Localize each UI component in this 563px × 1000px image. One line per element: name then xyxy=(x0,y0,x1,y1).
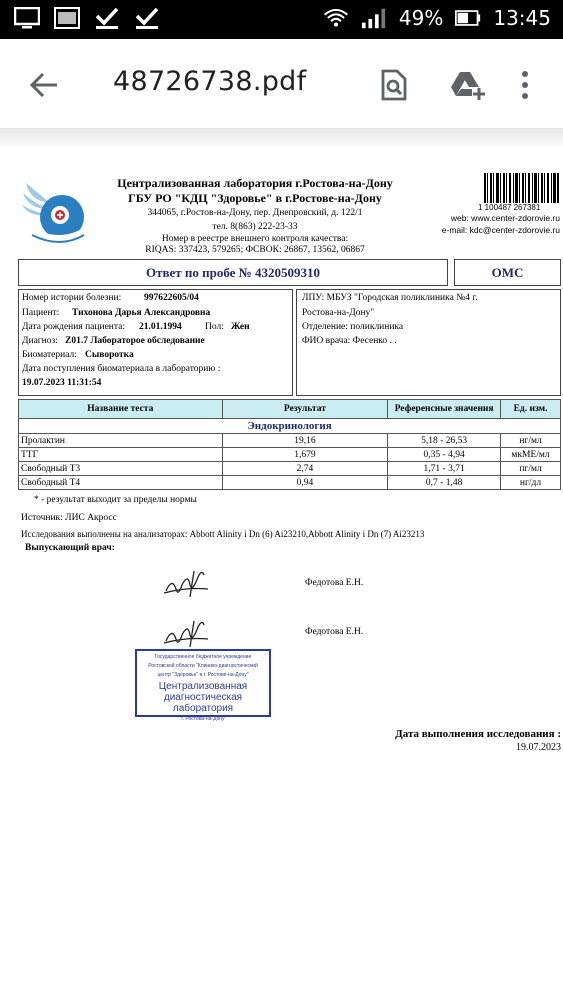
table-row xyxy=(19,462,561,476)
test-result: 2,74 xyxy=(222,462,388,476)
analyzers-line: Исследования выполнены на анализаторах: Abbott Alinity i Dn (6) Ai23210,Abbott Alinity i Dn (7) Ai23213 xyxy=(21,529,425,539)
source-line: Источник: ЛИС Акросс xyxy=(21,513,117,523)
registry-label: Номер в реестре внешнего контроля качества: xyxy=(161,234,349,244)
department: Отделение: поликлиника xyxy=(302,322,404,332)
organization-title: ГБУ РО "КДЦ "Здоровье" в г.Ростове-на-Дону xyxy=(128,191,382,205)
table-header-row xyxy=(19,400,561,419)
signer-name-1: Федотова Е.Н. xyxy=(305,578,364,588)
arrow-left-icon xyxy=(29,72,59,98)
test-name: Свободный Т4 xyxy=(19,476,223,490)
stamp-city: г. Ростова-на-Дону xyxy=(181,716,225,722)
test-unit: нг/дл xyxy=(501,476,561,490)
test-reference: 5,18 - 26,53 xyxy=(388,434,501,448)
gallery-icon xyxy=(54,6,80,30)
more-vert-icon xyxy=(520,70,530,100)
patient-label: Пациент: xyxy=(22,308,60,318)
footnote: * - результат выходит за пределы нормы xyxy=(34,495,197,505)
stamp-line-1: Государственное бюджетное учреждение xyxy=(154,654,252,660)
signature-1 xyxy=(162,567,210,599)
diagnosis-label: Диагноз: xyxy=(22,336,58,346)
test-name: Свободный Т3 xyxy=(19,462,223,476)
biomaterial-label: Биоматериал: xyxy=(22,350,77,360)
clinic-info-box xyxy=(296,289,561,396)
header-unit: Ед. изм. xyxy=(501,400,561,419)
lpu-line-2: Ростова-на-Дону" xyxy=(302,308,375,318)
signature-2 xyxy=(162,617,210,649)
arrival-value: 19.07.2023 11:31:54 xyxy=(22,378,102,388)
app-toolbar xyxy=(0,39,563,129)
diagnosis-value: Z01.7 Лабораторое обследование xyxy=(65,336,205,346)
screen-cast-icon xyxy=(14,6,40,30)
status-bar xyxy=(0,0,563,39)
signer-name-2: Федотова Е.Н. xyxy=(305,627,364,637)
riqas-codes: RIQAS: 337423, 579265; ФСВОК: 26867, 13562, 06867 xyxy=(145,245,365,255)
test-unit: пг/мл xyxy=(501,462,561,476)
table-row xyxy=(19,434,561,448)
lab-logo-icon xyxy=(20,175,90,247)
completion-date: 19.07.2023 xyxy=(516,742,561,753)
completion-label: Дата выполнения исследования : xyxy=(395,728,561,740)
patient-name: Тихонова Дарья Александровна xyxy=(72,308,211,318)
more-options-button[interactable] xyxy=(503,63,547,107)
header-result: Результат xyxy=(222,400,388,419)
stamp-line-2: Ростовской области "Клинико-диагностический xyxy=(148,663,258,669)
test-reference: 0,7 - 1,48 xyxy=(388,476,501,490)
test-results-table xyxy=(18,399,561,490)
test-reference: 1,71 - 3,71 xyxy=(388,462,501,476)
file-name: 48726738.pdf xyxy=(113,66,307,97)
wifi-icon xyxy=(323,6,349,30)
history-value: 997622605/04 xyxy=(144,293,199,303)
sex-value: Жен xyxy=(231,322,250,332)
test-name: ТТГ xyxy=(19,448,223,462)
stamp-line-3: центр "Здоровье" в г. Ростове-на-Дону" xyxy=(157,672,249,678)
check-download-icon xyxy=(94,6,120,30)
test-unit: мкМЕ/мл xyxy=(501,448,561,462)
table-row xyxy=(19,476,561,490)
signal-icon xyxy=(361,6,387,30)
stamp-title-3: лаборатория xyxy=(172,703,234,714)
test-reference: 0,35 - 4,94 xyxy=(388,448,501,462)
battery-icon xyxy=(455,6,481,30)
arrival-label: Дата поступления биоматериала в лабораторию : xyxy=(22,364,221,374)
lab-phone: тел. 8(863) 222-23-33 xyxy=(212,222,298,232)
stamp-title-1: Централизованная xyxy=(158,681,248,692)
toolbar-shadow xyxy=(0,129,563,147)
header-test-name: Название теста xyxy=(19,400,223,419)
lab-website: web: www.center-zdorovie.ru xyxy=(450,213,560,223)
battery-percent: 49% xyxy=(398,6,444,30)
patient-info-box xyxy=(18,289,293,396)
lab-title: Централизованная лаборатория г.Ростова-на-Дону xyxy=(117,176,393,190)
lpu-line-1: ЛПУ: МБУЗ "Городская поликлиника №4 г. xyxy=(302,293,478,303)
header-reference: Референсные значения xyxy=(388,400,501,419)
table-row xyxy=(19,448,561,462)
sex-label: Пол: xyxy=(205,322,224,332)
test-name: Пролактин xyxy=(19,434,223,448)
pdf-page[interactable] xyxy=(0,147,563,1000)
dob-label: Дата рождения пациента: xyxy=(22,322,125,332)
sample-result-title: Ответ по пробе № 4320509310 xyxy=(18,259,448,286)
lab-email: e-mail: kdc@center-zdorovie.ru xyxy=(441,225,560,235)
dob-value: 21.01.1994 xyxy=(139,322,182,332)
back-button[interactable] xyxy=(22,63,66,107)
check-download-icon-2 xyxy=(134,6,160,30)
add-to-drive-button[interactable] xyxy=(446,63,490,107)
lab-stamp xyxy=(135,649,271,722)
test-unit: нг/мл xyxy=(501,434,561,448)
document-search-icon xyxy=(380,69,408,101)
barcode-number: 1 100487 267381 xyxy=(478,203,541,212)
lab-address: 344065, г.Ростов-на-Дону, пер. Днепровский, д. 122/1 xyxy=(147,208,363,218)
stamp-title-2: диагностическая xyxy=(163,692,243,703)
section-title: Эндокринология xyxy=(19,419,561,434)
referring-doctor: ФИО врача: Фесенко . . xyxy=(302,336,397,346)
biomaterial-value: Сыворотка xyxy=(85,350,134,360)
test-result: 0,94 xyxy=(222,476,388,490)
issuing-doctor-label: Выпускающий врач: xyxy=(25,543,115,553)
history-label: Номер истории болезни: xyxy=(22,293,122,303)
clock: 13:45 xyxy=(493,6,551,30)
drive-add-icon xyxy=(450,69,486,101)
barcode xyxy=(484,173,560,203)
find-in-document-button[interactable] xyxy=(372,63,416,107)
test-result: 19,16 xyxy=(222,434,388,448)
oms-label: ОМС xyxy=(454,259,561,286)
section-row xyxy=(19,419,561,434)
test-result: 1,679 xyxy=(222,448,388,462)
